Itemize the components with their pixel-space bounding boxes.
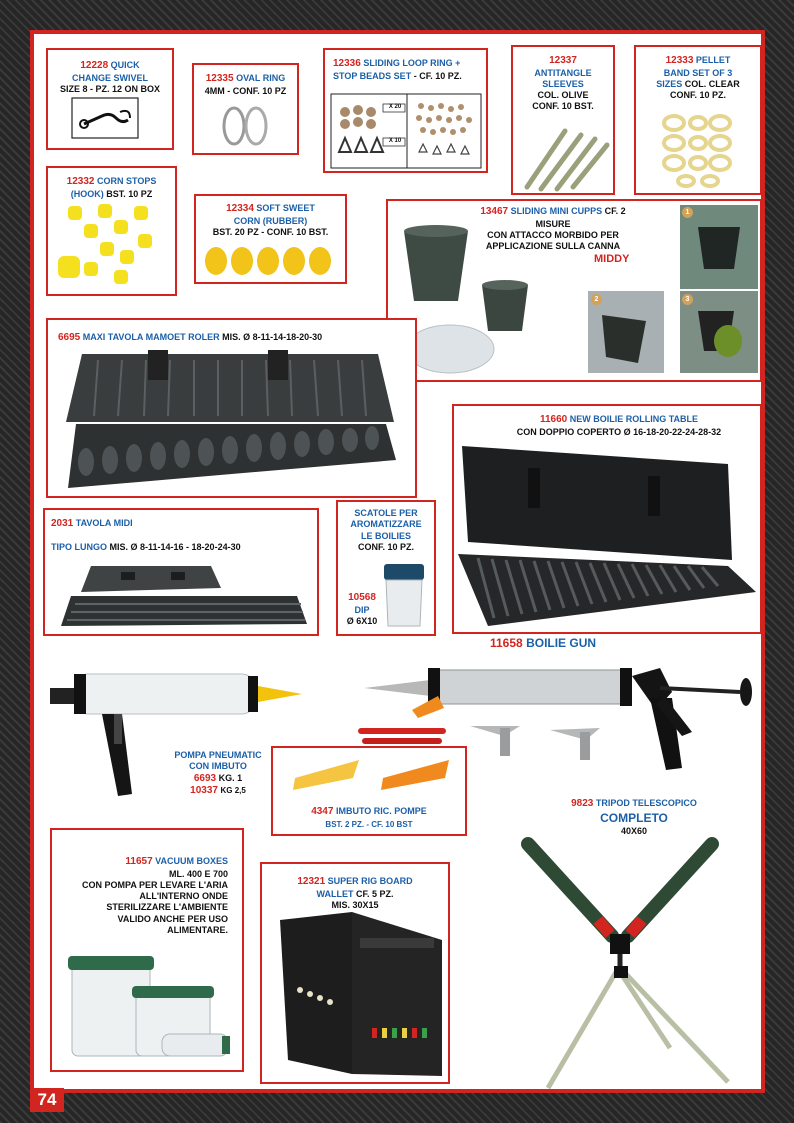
product-name: BOILIE GUN <box>526 636 597 650</box>
product-desc: MIS. 30X15 <box>331 899 379 910</box>
product-vacuum <box>50 828 244 1072</box>
product-title <box>51 518 317 553</box>
product-name: NEW BOILIE ROLLING TABLE <box>569 414 699 424</box>
product-maxi-tavola <box>46 318 417 498</box>
product-desc: CON DOPPIO COPERTO Ø 16-18-20-22-24-28-32 <box>516 426 722 437</box>
loop-ring-beads-image <box>331 94 481 168</box>
product-scatole-dip <box>336 500 436 636</box>
product-desc: CF. 5 PZ. <box>356 888 394 899</box>
product-desc: APPLICAZIONE SULLA CANNA <box>485 241 621 251</box>
product-tripod <box>494 796 764 1086</box>
dip-label <box>344 592 380 627</box>
product-title <box>58 856 228 936</box>
product-desc: CON ATTACCO MORBIDO PER <box>487 229 619 240</box>
product-name: SLIDING LOOP RING + <box>363 58 461 68</box>
product-title <box>490 636 596 651</box>
product-quick-swivel <box>46 48 174 150</box>
product-name: CHANGE SWIVEL <box>71 72 148 83</box>
product-desc: COL. OLIVE <box>537 90 589 100</box>
product-pellet-band <box>634 45 762 195</box>
product-code: 12334 <box>226 203 254 214</box>
product-code: 6695 <box>58 332 81 343</box>
vacuum-boxes-image <box>66 948 236 1064</box>
product-title <box>196 203 345 238</box>
product-code: 11658 <box>490 636 523 650</box>
product-oval-ring <box>192 63 299 155</box>
product-name: CORN (RUBBER) <box>233 215 308 226</box>
product-name: COMPLETO <box>600 810 668 825</box>
swivel-image <box>72 98 138 138</box>
product-rig-board <box>260 862 450 1084</box>
product-antitangle <box>511 45 615 195</box>
product-name: DIP <box>354 604 370 615</box>
product-desc: KG. 1 <box>218 772 243 783</box>
product-desc: BST. 2 PZ. - CF. 10 BST <box>325 819 413 829</box>
product-desc: 40X60 <box>620 825 648 836</box>
soft-corn-image <box>204 246 340 276</box>
product-name: POMPA PNEUMATIC <box>174 750 262 760</box>
product-name: TAVOLA MIDI <box>75 518 133 528</box>
product-name: SLIDING MINI CUPPS <box>510 206 603 216</box>
product-code: 12336 <box>333 58 361 69</box>
dip-jar-image <box>382 564 426 630</box>
photo-step-3 <box>680 291 758 373</box>
product-code: 12337 <box>549 55 577 66</box>
product-code: 12333 <box>665 55 694 66</box>
product-name: LE BOILIES <box>360 530 411 541</box>
product-name: CORN STOPS <box>96 176 157 186</box>
product-desc: CONF. 10 BST. <box>532 101 594 112</box>
product-name: PELLET <box>695 55 731 65</box>
product-title <box>158 750 278 798</box>
product-code: 12332 <box>66 176 95 187</box>
quantity-badge: X 20 <box>388 104 402 110</box>
product-code: 4347 <box>311 806 334 817</box>
product-code: 12228 <box>80 60 109 71</box>
rolling-table-image <box>458 442 758 630</box>
product-name: OVAL RING <box>236 73 286 83</box>
product-desc: BST. 10 PZ <box>106 188 153 199</box>
product-desc: 4MM - CONF. 10 PZ <box>204 85 287 96</box>
product-name: SUPER RIG BOARD <box>327 876 413 886</box>
tripod-image <box>494 796 764 1086</box>
rig-wallet-image <box>278 910 446 1078</box>
product-desc: CF. 2 MISURE <box>535 206 626 229</box>
product-desc: MIS. Ø 8-11-14-16 - 18-20-24-30 <box>109 541 241 552</box>
product-desc: ML. 400 E 700 <box>168 868 228 879</box>
product-desc: MIS. Ø 8-11-14-18-20-30 <box>222 332 323 342</box>
product-name: BAND SET OF 3 <box>663 67 733 78</box>
product-imbuto <box>271 746 467 836</box>
step-number: 2 <box>591 294 602 305</box>
product-name: IMBUTO RIC. POMPE <box>335 806 427 816</box>
maxi-tavola-image <box>58 350 398 490</box>
product-desc: STERILIZZARE L'AMBIENTE <box>106 902 228 913</box>
product-name: (HOOK) <box>70 188 104 199</box>
product-code: 13467 <box>480 206 509 217</box>
product-desc: CONF. 10 PZ. <box>357 541 414 552</box>
product-corn-stops <box>46 166 177 296</box>
product-soft-corn <box>194 194 347 284</box>
product-desc: - CF. 10 PZ. <box>413 70 462 81</box>
pellet-band-image <box>648 111 748 191</box>
tavola-midi-image <box>61 562 307 632</box>
imbuto-image <box>289 756 453 796</box>
product-name: ANTITANGLE <box>534 67 592 78</box>
product-code: 10337 <box>190 785 218 796</box>
product-name: QUICK <box>110 60 140 70</box>
product-code: 12321 <box>297 876 326 887</box>
product-name: CON IMBUTO <box>189 761 247 772</box>
product-name: STOP BEADS SET <box>333 70 412 81</box>
product-title <box>48 176 175 200</box>
pompa-image <box>40 664 310 834</box>
product-code: 12335 <box>205 73 234 84</box>
product-code: 11657 <box>125 856 153 867</box>
product-title <box>273 806 465 830</box>
product-type: TIPO LUNGO <box>51 541 107 552</box>
product-title <box>513 55 613 113</box>
brand-label: MIDDY <box>594 253 630 265</box>
product-name: MAXI TAVOLA MAMOET ROLER <box>82 332 220 342</box>
product-desc: VALIDO ANCHE PER USO <box>117 913 228 924</box>
product-name: AROMATIZZARE <box>350 519 422 530</box>
product-name: SIZES <box>656 78 683 89</box>
product-title <box>194 73 297 97</box>
product-title <box>636 55 760 101</box>
step-number: 3 <box>682 294 693 305</box>
product-desc: BST. 20 PZ - CONF. 10 BST. <box>212 226 329 237</box>
quantity-badge: X 10 <box>388 138 402 144</box>
oval-ring-image <box>216 105 276 147</box>
mini-cupps-image <box>398 223 558 377</box>
product-desc: SIZE 8 - PZ. 12 ON BOX <box>59 83 161 94</box>
product-mini-cupps <box>386 199 762 382</box>
corn-stops-image <box>58 204 170 294</box>
photo-step-1 <box>680 205 758 289</box>
product-desc: ALIMENTARE. <box>167 924 228 935</box>
product-size: Ø 6X10 <box>346 615 378 626</box>
product-desc: ALL'INTERNO ONDE <box>139 891 228 901</box>
product-title <box>338 508 434 553</box>
product-name: SLEEVES <box>542 78 584 89</box>
product-name: SOFT SWEET <box>256 203 315 213</box>
product-sliding-loop <box>323 48 488 173</box>
product-desc: COL. CLEAR <box>684 78 740 89</box>
product-desc: CON POMPA PER LEVARE L'ARIA <box>82 879 228 890</box>
product-name: TRIPOD TELESCOPICO <box>595 798 697 808</box>
product-code: 6693 <box>193 772 217 784</box>
product-code: 2031 <box>51 518 74 529</box>
product-name: SCATOLE PER <box>354 508 418 518</box>
product-title <box>48 60 172 95</box>
product-desc: KG 2,5 <box>220 786 246 795</box>
product-code: 9823 <box>571 798 594 809</box>
product-title <box>58 332 413 345</box>
product-code: 10568 <box>348 592 376 603</box>
product-name: VACUUM BOXES <box>155 856 228 866</box>
product-rolling-table <box>452 404 762 634</box>
product-title <box>262 876 448 911</box>
catalog-page <box>30 30 765 1093</box>
product-tavola-midi <box>43 508 319 636</box>
step-number: 1 <box>682 207 693 218</box>
page-number: 74 <box>30 1088 64 1112</box>
product-title <box>474 414 762 438</box>
product-pompa <box>40 664 310 834</box>
product-name: WALLET <box>316 888 354 899</box>
product-title <box>333 58 488 82</box>
sleeves-image <box>521 127 609 193</box>
product-code: 11660 <box>539 414 568 425</box>
product-desc: CONF. 10 PZ. <box>669 90 726 100</box>
